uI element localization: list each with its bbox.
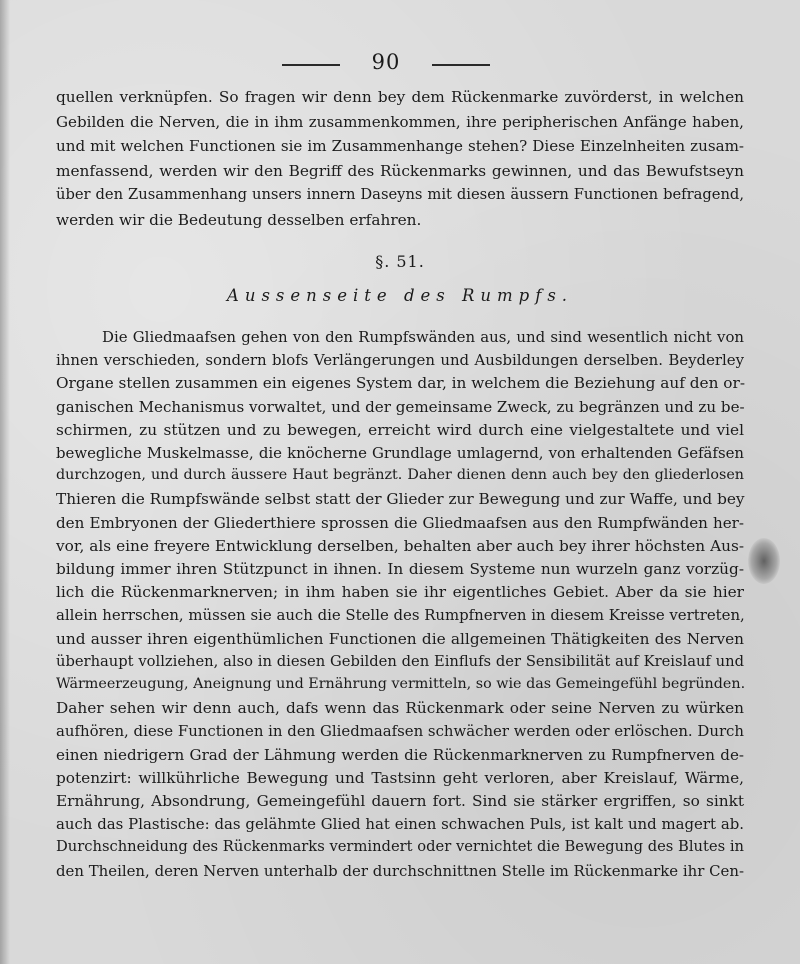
text-line: werden wir die Bedeutung desselben erfahren. <box>56 210 422 229</box>
text-line: bildung immer ihren Stützpunct in ihnen. In diesem Systeme nun wurzeln ganz vorzüg- <box>56 560 744 578</box>
text-line: und ausser ihren eigenthümlichen Functionen die allgemeinen Thätigkeiten des Nerven <box>56 629 744 648</box>
text-line: potenzirt: willkührliche Bewegung und Tastsinn geht verloren, aber Kreislauf, Wärme, <box>56 768 744 787</box>
text-line: allein herrschen, müssen sie auch die Stelle des Rumpfnerven in diesem Kreisse vertreten, <box>56 606 745 625</box>
text-line: menfassend, werden wir den Begriff des Rückenmarks gewinnen, und das Bewufstseyn <box>56 161 744 180</box>
text-line: quellen verknüpfen. So fragen wir denn bey dem Rückenmarke zuvörderst, in welchen <box>56 88 744 106</box>
text-line: Thieren die Rumpfswände selbst statt der Glieder zur Bewegung und zur Waffe, und bey <box>56 490 745 509</box>
text-line: den Embryonen der Gliederthiere sprossen die Gliedmaafsen aus den Rumpfwänden her- <box>56 513 744 532</box>
text-line: auch das Plastische: das gelähmte Glied hat einen schwachen Puls, ist kalt und magert ab. <box>56 815 744 834</box>
text-line: einen niedrigern Grad der Lähmung werden die Rückenmarknerven zu Rumpfnerven de- <box>56 745 744 764</box>
text-line: überhaupt vollziehen, also in diesen Gebilden den Einflufs der Sensibilität auf Kreislauf und <box>56 652 744 670</box>
ink-stain <box>748 538 780 584</box>
section-title: Aussenseite des Rumpfs. <box>226 286 574 305</box>
text-line: aufhören, diese Functionen in den Gliedmaafsen schwächer werden oder erlöschen. Durch <box>56 722 744 741</box>
text-line: ihnen verschieden, sondern blofs Verlängerungen und Ausbildungen derselben. Beyderley <box>56 351 744 370</box>
header-rule-right <box>432 64 490 66</box>
text-line: Ernährung, Absondrung, Gemeingefühl dauern fort. Sind sie stärker ergriffen, so sinkt <box>56 792 744 810</box>
text-line: und mit welchen Functionen sie im Zusammenhange stehen? Diese Einzelnheiten zusam- <box>56 137 744 155</box>
text-line: ganischen Mechanismus vorwaltet, und der gemeinsame Zweck, zu begränzen und zu be- <box>56 397 745 416</box>
text-line: den Theilen, deren Nerven unterhalb der durchschnittnen Stelle im Rückenmarke ihr Cen- <box>56 861 744 880</box>
page-number: 90 <box>371 50 401 74</box>
text-line: Gebilden die Nerven, die in ihm zusammenkommen, ihre peripherischen Anfänge haben, <box>56 112 744 131</box>
section-number: §. 51. <box>375 252 425 271</box>
header-rule-left <box>282 64 340 66</box>
text-line: Durchschneidung des Rückenmarks vermindert oder vernichtet die Bewegung des Blutes in <box>56 838 744 856</box>
text-line: Organe stellen zusammen ein eigenes System dar, in welchem die Beziehung auf den or- <box>56 374 746 393</box>
page-header <box>0 50 800 78</box>
text-line: Wärmeerzeugung, Aneignung und Ernährung vermitteln, so wie das Gemeingefühl begründen. <box>56 676 746 692</box>
text-line: vor, als eine freyere Entwicklung derselben, behalten aber auch bey ihrer höchsten Aus- <box>56 536 744 555</box>
text-line: schirmen, zu stützen und zu bewegen, erreicht wird durch eine vielgestaltete und viel <box>56 420 744 439</box>
text-line: Daher sehen wir denn auch, dafs wenn das Rückenmark oder seine Nerven zu würken <box>56 699 744 718</box>
binding-shadow <box>0 0 10 964</box>
text-line: bewegliche Muskelmasse, die knöcherne Grundlage umlagernd, von erhaltenden Gefäfsen <box>56 444 744 462</box>
text-line: lich die Rückenmarknerven; in ihm haben sie ihr eigentliches Gebiet. Aber da sie hier <box>56 583 744 602</box>
text-line: durchzogen, und durch äussere Haut begränzt. Daher dienen denn auch bey den gliederlosen <box>56 467 744 484</box>
text-line: Die Gliedmaafsen gehen von den Rumpfswänden aus, und sind wesentlich nicht von <box>102 328 744 346</box>
text-line: über den Zusammenhang unsers innern Daseyns mit diesen äussern Functionen befragend, <box>56 186 744 203</box>
